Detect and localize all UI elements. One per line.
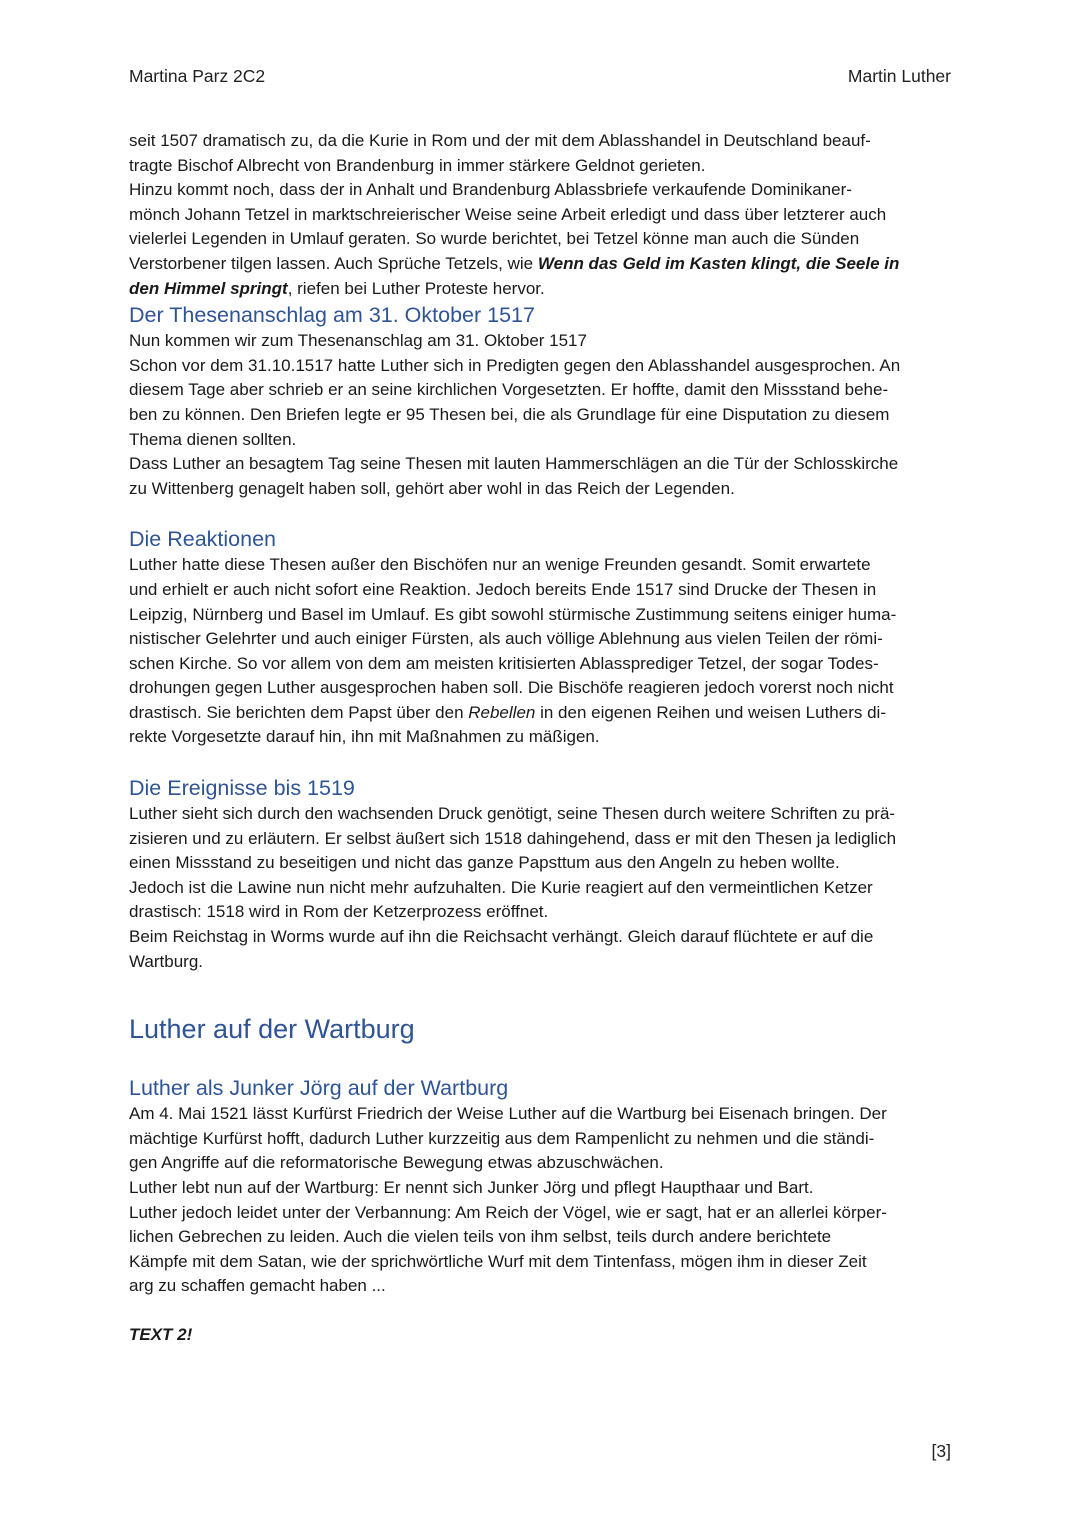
page-content: [129, 129, 951, 1348]
text-line: [129, 277, 951, 302]
text-line: diesem Tage aber schrieb er an seine kirchlichen Vorgesetzten. Er hoffte, damit den Missstand behe-: [129, 380, 889, 400]
text-line: [129, 701, 951, 726]
wartburg-section: [129, 1012, 951, 1347]
text-segment: in den eigenen Reihen und weisen Luthers di-: [535, 702, 886, 722]
text-line: arg zu schaffen gemacht haben ...: [129, 1276, 386, 1296]
text-line: Luther jedoch leidet unter der Verbannung: Am Reich der Vögel, wie er sagt, hat er an allerlei körper-: [129, 1202, 887, 1222]
text-line: Beim Reichstag in Worms wurde auf ihn die Reichsacht verhängt. Gleich darauf flüchtete er auf die: [129, 927, 874, 947]
text-line: Leipzig, Nürnberg und Basel im Umlauf. Es gibt sowohl stürmische Zustimmung seitens einiger huma-: [129, 604, 897, 624]
wartburg-heading: Luther als Junker Jörg auf der Wartburg: [129, 1076, 509, 1101]
text-line: vielerlei Legenden in Umlauf geraten. So wurde berichtet, bei Tetzel könne man auch die Sünden: [129, 229, 860, 249]
text-line: drohungen gegen Luther ausgesprochen haben soll. Die Bischöfe reagieren jedoch vorerst noch nicht: [129, 678, 894, 698]
header-title: Martin Luther: [847, 66, 951, 86]
rebellen-italic: Rebellen: [468, 702, 536, 722]
text-line: Dass Luther an besagtem Tag seine Thesen mit lauten Hammerschlägen an die Tür der Schlosskirche: [129, 454, 899, 474]
spacer: [129, 750, 951, 774]
tetzel-quote-part2: den Himmel springt: [129, 278, 288, 298]
text-segment: drastisch. Sie berichten dem Papst über den: [129, 702, 469, 722]
thesen-section: [129, 301, 951, 501]
text-line: tragte Bischof Albrecht von Brandenburg in immer stärkere Geldnot gerieten.: [129, 155, 706, 175]
reaktionen-heading: Die Reaktionen: [129, 527, 277, 552]
text-line: drastisch: 1518 wird in Rom der Ketzerprozess eröffnet.: [129, 902, 549, 922]
text-segment: Verstorbener tilgen lassen. Auch Sprüche Tetzels, wie: [129, 253, 538, 273]
intro-paragraph: [129, 129, 951, 301]
text-line: Thema dienen sollten.: [129, 429, 297, 449]
text-line: mächtige Kurfürst hofft, dadurch Luther kurzzeitig aus dem Rampenlicht zu nehmen und die ständi-: [129, 1128, 875, 1148]
text-line: und erhielt er auch nicht sofort eine Reaktion. Jedoch bereits Ende 1517 sind Drucke der Thesen in: [129, 579, 877, 599]
text-line: rekte Vorgesetzte darauf hin, ihn mit Maßnahmen zu mäßigen.: [129, 727, 600, 747]
text-line: Hinzu kommt noch, dass der in Anhalt und Brandenburg Ablassbriefe verkaufende Dominikaner-: [129, 180, 852, 200]
spacer: [129, 974, 951, 1012]
text-line: Luther lebt nun auf der Wartburg: Er nennt sich Junker Jörg und pflegt Haupthaar und Bart.: [129, 1178, 814, 1197]
text-segment: , riefen bei Luther Proteste hervor.: [287, 278, 545, 298]
text-line: mönch Johann Tetzel in marktschreierischer Weise seine Arbeit erledigt und dass über letzterer auch: [129, 204, 887, 224]
text-line: Jedoch ist die Lawine nun nicht mehr aufzuhalten. Die Kurie reagiert auf den vermeintlichen Ketzer: [129, 877, 873, 897]
reaktionen-section: [129, 525, 951, 750]
page-number: [3]: [931, 1441, 951, 1461]
thesen-heading: Der Thesenanschlag am 31. Oktober 1517: [129, 303, 535, 328]
text-line: Wartburg.: [129, 951, 204, 971]
text-line: Luther hatte diese Thesen außer den Bischöfen nur an wenige Freunden gesandt. Somit erwartete: [129, 555, 871, 575]
text-line: [129, 252, 951, 277]
text-line: lichen Gebrechen zu leiden. Auch die vielen teils von ihm selbst, teils durch andere berichtete: [129, 1227, 832, 1247]
tetzel-quote-part1: Wenn das Geld im Kasten klingt, die Seele in: [537, 253, 900, 273]
header-author: Martina Parz 2C2: [129, 66, 266, 86]
text-line: zu Wittenberg genagelt haben soll, gehört aber wohl in das Reich der Legenden.: [129, 478, 735, 498]
text-line: Schon vor dem 31.10.1517 hatte Luther sich in Predigten gegen den Ablasshandel ausgesprochen. An: [129, 355, 901, 375]
text-line: seit 1507 dramatisch zu, da die Kurie in Rom und der mit dem Ablasshandel in Deutschland beauf-: [129, 131, 871, 150]
spacer: [129, 1299, 951, 1323]
spacer: [129, 1046, 951, 1074]
text-line: Luther sieht sich durch den wachsenden Druck genötigt, seine Thesen durch weitere Schriften zu prä-: [129, 804, 896, 824]
ereignisse-heading: Die Ereignisse bis 1519: [129, 776, 355, 801]
wartburg-title: Luther auf der Wartburg: [129, 1014, 415, 1045]
text-line: zisieren und zu erläutern. Er selbst äußert sich 1518 dahingehend, dass er mit den Thesen ja lediglich: [129, 828, 897, 848]
text-line: schen Kirche. So vor allem von dem am meisten kritisierten Ablassprediger Tetzel, der sogar Todes-: [129, 653, 879, 673]
text2-note: TEXT 2!: [129, 1324, 193, 1344]
text-line: Nun kommen wir zum Thesenanschlag am 31. Oktober 1517: [129, 331, 587, 351]
ereignisse-section: [129, 774, 951, 974]
text-line: gen Angriffe auf die reformatorische Bewegung etwas abzuschwächen.: [129, 1153, 664, 1173]
text-line: Am 4. Mai 1521 lässt Kurfürst Friedrich der Weise Luther auf die Wartburg bei Eisenach bringen. Der: [129, 1104, 887, 1124]
text-line: nistischer Gelehrter und auch einiger Fürsten, als auch völlige Ablehnung aus vielen Teilen der römi-: [129, 629, 883, 649]
text-line: einen Missstand zu beseitigen und nicht das ganze Papsttum aus den Angeln zu heben wollte.: [129, 853, 840, 873]
spacer: [129, 501, 951, 525]
text-line: Kämpfe mit dem Satan, wie der sprichwörtliche Wurf mit dem Tintenfass, mögen ihm in dieser Zeit: [129, 1251, 867, 1271]
text-line: ben zu können. Den Briefen legte er 95 Thesen bei, die als Grundlage für eine Disputation zu diesem: [129, 404, 890, 424]
